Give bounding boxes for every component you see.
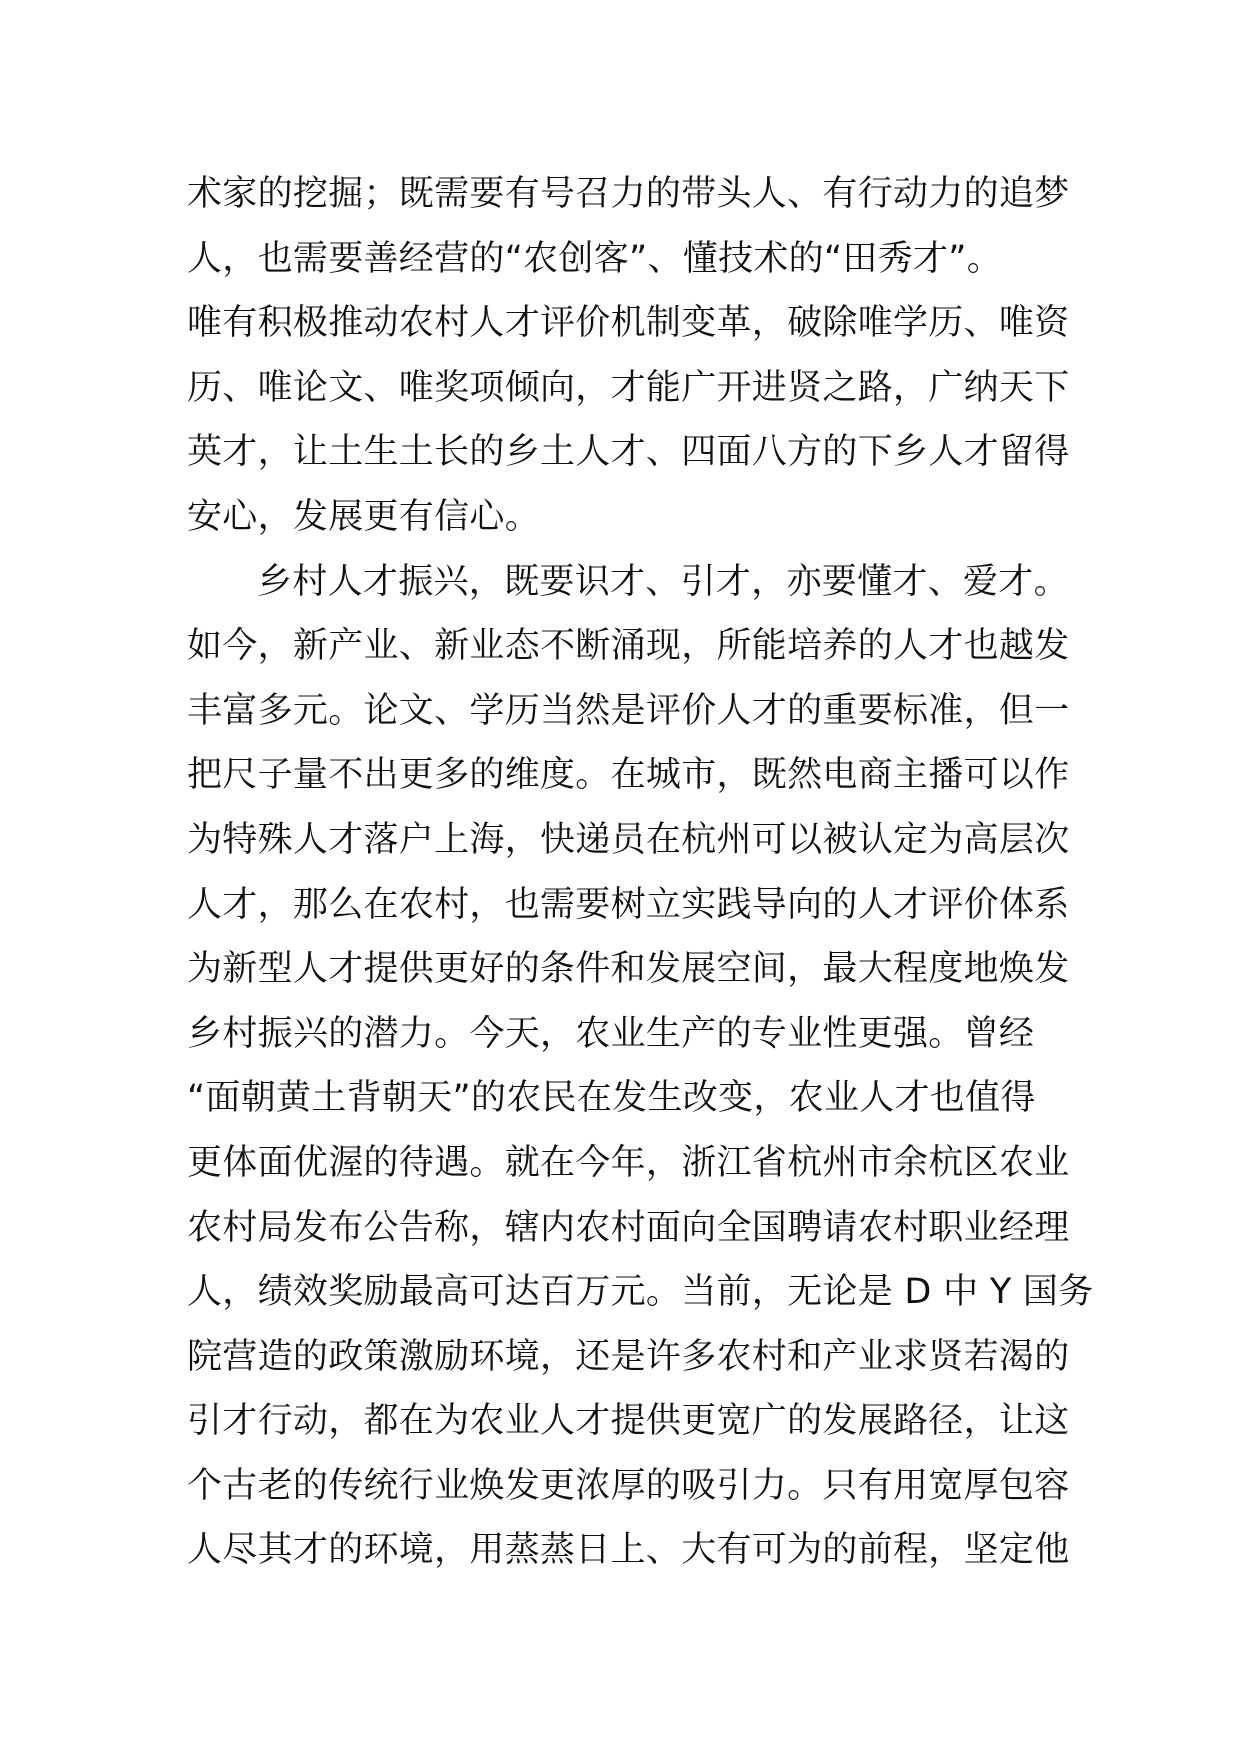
text-line: 历、唯论文、唯奖项倾向，才能广开进贤之路，广纳天下 [187,367,1070,408]
text-line: 引才行动，都在为农业人才提供更宽广的发展路径，让这 [187,1401,1070,1442]
text-line: 人，绩效奖励最高可达百万元。当前，无论是 D 中 Y 国务 [187,1272,1094,1313]
text-line: 安心，发展更有信心。 [187,496,541,537]
text-line: 个古老的传统行业焕发更浓厚的吸引力。只有用宽厚包容 [187,1465,1070,1506]
text-line: 院营造的政策激励环境，还是许多农村和产业求贤若渴的 [187,1336,1070,1377]
text-line: 如今，新产业、新业态不断涌现，所能培养的人才也越发 [187,626,1070,667]
text-line: 为新型人才提供更好的条件和发展空间，最大程度地焕发 [187,949,1070,990]
text-line: 把尺子量不出更多的维度。在城市，既然电商主播可以作 [187,755,1070,796]
text-line: 人尽其才的环境，用蒸蒸日上、大有可为的前程，坚定他 [187,1530,1070,1571]
text-line: 农村局发布公告称，辖内农村面向全国聘请农村职业经理 [187,1207,1070,1248]
text-line: 丰富多元。论文、学历当然是评价人才的重要标准，但一 [187,690,1070,731]
text-line: 唯有积极推动农村人才评价机制变革，破除唯学历、唯资 [187,303,1070,344]
text-line: 为特殊人才落户上海，快递员在杭州可以被认定为高层次 [187,819,1070,860]
text-line: “面朝黄土背朝天”的农民在发生改变，农业人才也值得 [187,1078,1036,1119]
text-line: 人，也需要善经营的“农创客”、懂技术的“田秀才”。 [187,238,1003,279]
text-line: 更体面优渥的待遇。就在今年，浙江省杭州市余杭区农业 [187,1142,1070,1183]
body-text [187,162,1094,1583]
text-line: 乡村振兴的潜力。今天，农业生产的专业性更强。曾经 [187,1013,1035,1054]
text-line: 术家的挖掘；既需要有号召力的带头人、有行动力的追梦 [187,174,1070,214]
text-line: 人才，那么在农村，也需要树立实践导向的人才评价体系 [187,884,1070,925]
text-line: 英才，让土生土长的乡土人才、四面八方的下乡人才留得 [187,432,1070,473]
paragraph-first-line: 乡村人才振兴，既要识才、引才，亦要懂才、爱才。 [257,561,1069,602]
